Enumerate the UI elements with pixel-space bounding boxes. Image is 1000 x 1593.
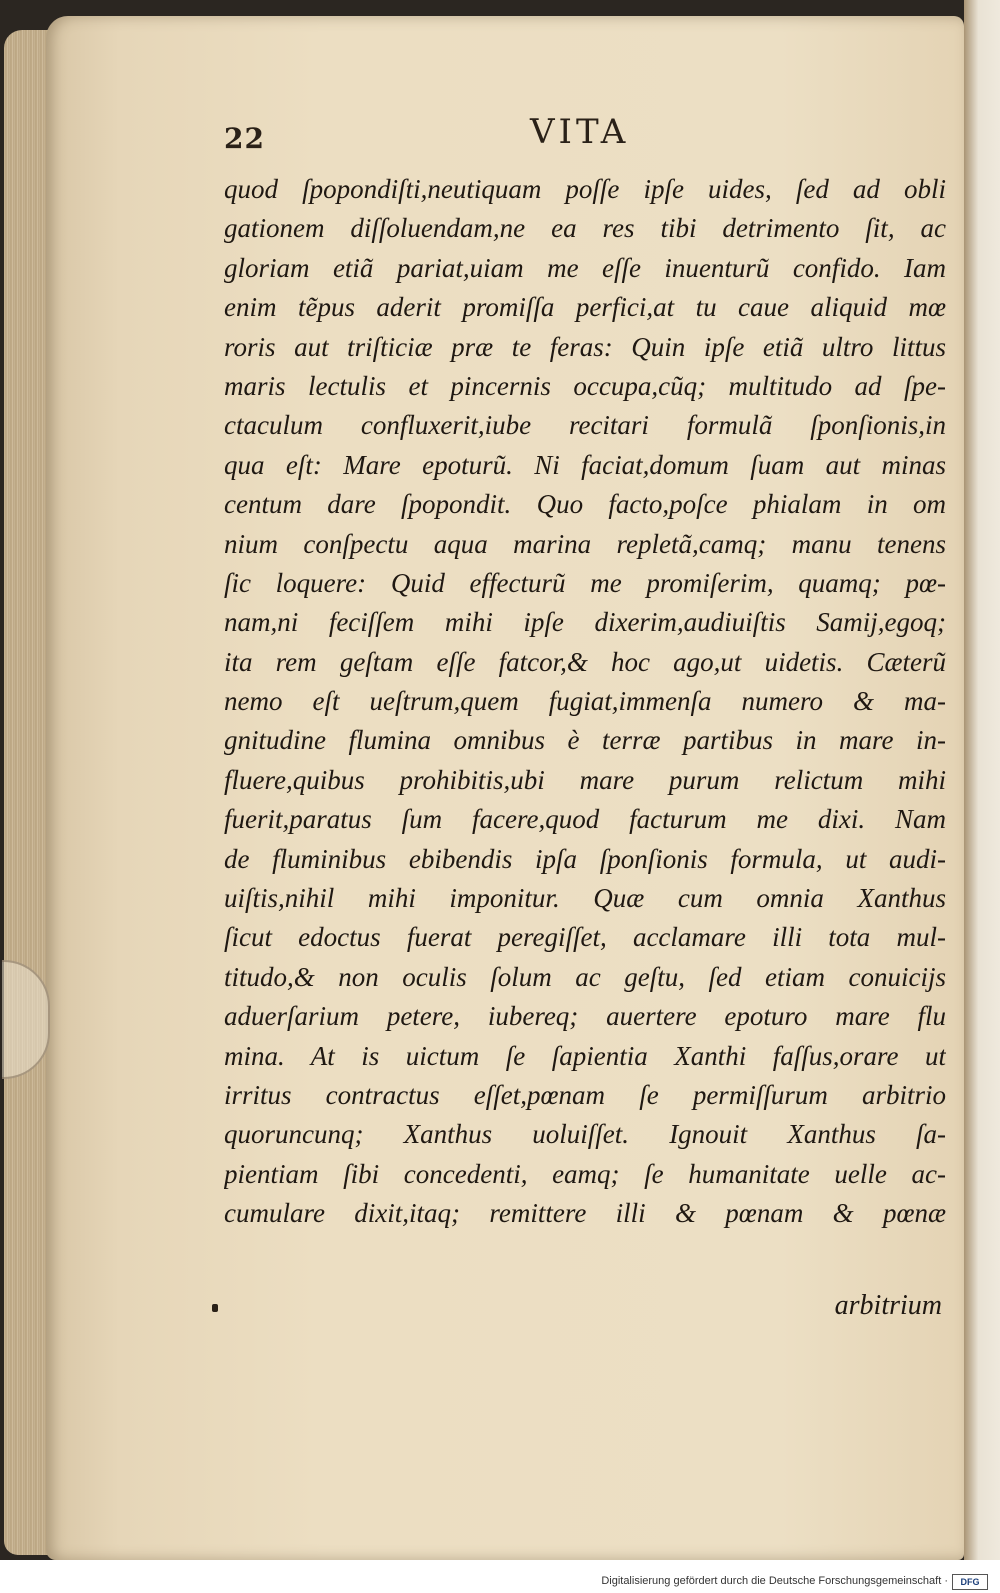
text-line: cumulare dixit,itaq; remittere illi & pœnam & pœnæ bbox=[224, 1198, 946, 1229]
text-line: maris lectulis et pincernis occupa,cũq; multitudo ad ſpe- bbox=[224, 370, 946, 401]
text-line: qua eſt: Mare epoturũ. Ni faciat,domum ſuam aut minas bbox=[224, 449, 946, 480]
text-line: ſicut edoctus fuerat peregiſſet, acclamare illi tota mul- bbox=[224, 922, 946, 953]
body-text bbox=[224, 170, 946, 1234]
text-line: ita rem geſtam eſſe fatcor,& hoc ago,ut uidetis. Cæterũ bbox=[224, 646, 946, 677]
digitization-credit: Digitalisierung gefördert durch die Deutsche Forschungsgemeinschaft · bbox=[601, 1575, 948, 1587]
text-line: fluere,quibus prohibitis,ubi mare purum relictum mihi bbox=[224, 764, 946, 795]
printer-mark bbox=[212, 1304, 218, 1312]
book-right-edge bbox=[964, 0, 1000, 1560]
text-line: ſic loquere: Quid effecturũ me promiſerim, quamq; pœ- bbox=[224, 567, 946, 598]
text-line: quod ſpopondiſti,neutiquam poſſe ipſe uides, ſed ad obli bbox=[224, 174, 946, 204]
text-line: ctaculum confluxerit,iube recitari formulã ſponſionis,in bbox=[224, 410, 946, 441]
text-line: enim tẽpus aderit promiſſa perfici,at tu caue aliquid mœ bbox=[224, 292, 946, 323]
text-line: quoruncunq; Xanthus uoluiſſet. Ignouit Xanthus ſa- bbox=[224, 1119, 946, 1150]
text-line: gloriam etiã pariat,uiam me eſſe inuenturũ confido. Iam bbox=[224, 252, 946, 283]
text-line: mina. At is uictum ſe ſapientia Xanthi faſſus,orare ut bbox=[224, 1040, 946, 1071]
text-line: irritus contractus eſſet,pœnam ſe permiſſurum arbitrio bbox=[224, 1079, 946, 1110]
text-line: gnitudine flumina omnibus è terræ partibus in mare in- bbox=[224, 725, 946, 756]
text-line: fuerit,paratus ſum facere,quod facturum me dixi. Nam bbox=[224, 804, 946, 835]
page-number: 22 bbox=[224, 122, 265, 155]
text-line: nium conſpectu aqua marina repletã,camq; manu tenens bbox=[224, 528, 946, 559]
text-line: centum dare ſpopondit. Quo facto,poſce phialam in om bbox=[224, 489, 946, 520]
catchword: arbitrium bbox=[834, 1290, 942, 1321]
text-line: uiſtis,nihil mihi imponitur. Quæ cum omnia Xanthus bbox=[224, 883, 946, 914]
text-line: titudo,& non oculis ſolum ac geſtu, ſed etiam conuicijs bbox=[224, 961, 946, 992]
running-head: VITA bbox=[530, 112, 630, 152]
text-line: roris aut triſticiæ præ te feras: Quin ipſe etiã ultro littus bbox=[224, 331, 946, 362]
text-line: aduerſarium petere, iubereq; auertere epoturo mare flu bbox=[224, 1001, 946, 1032]
dfg-logo: DFG bbox=[952, 1574, 988, 1590]
text-line: nam,ni feciſſem mihi ipſe dixerim,audiuiſtis Samij,egoq; bbox=[224, 607, 946, 638]
text-line: de fluminibus ebibendis ipſa ſponſionis formula, ut audi- bbox=[224, 843, 946, 874]
text-line: gationem diſſoluendam,ne ea res tibi detrimento ſit, ac bbox=[224, 213, 946, 244]
text-line: pientiam ſibi concedenti, eamq; ſe humanitate uelle ac- bbox=[224, 1158, 946, 1189]
text-line: nemo eſt ueſtrum,quem fugiat,immenſa numero & ma- bbox=[224, 686, 946, 717]
